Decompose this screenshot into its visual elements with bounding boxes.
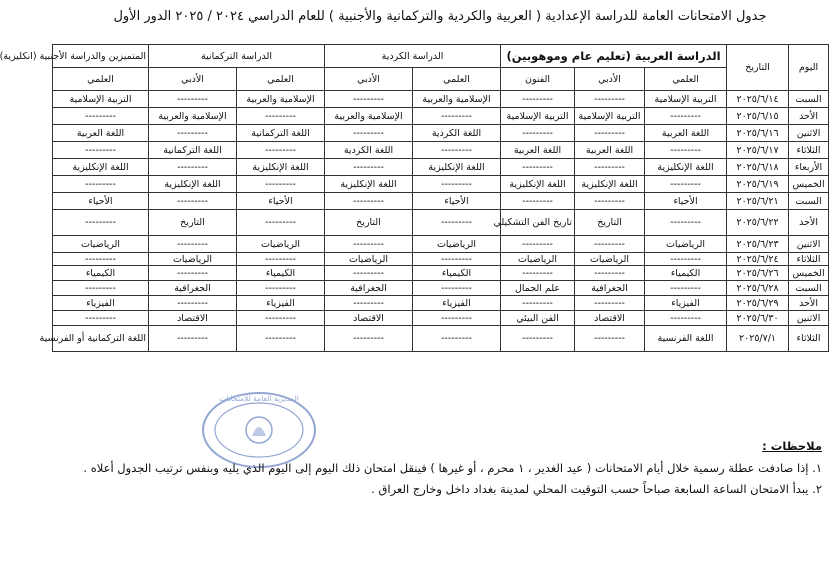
kurdish-literary-cell: --------- xyxy=(325,159,413,176)
arabic-arts-cell: --------- xyxy=(501,159,575,176)
day-cell: الاثنين xyxy=(789,125,829,142)
arabic-scientific-cell: --------- xyxy=(645,281,727,296)
kurdish-literary-cell: --------- xyxy=(325,296,413,311)
kurdish-literary-cell: التاريخ xyxy=(325,210,413,236)
date-cell: ٢٠٢٥/٦/٢٦ xyxy=(727,266,789,281)
kurdish-literary-cell: --------- xyxy=(325,91,413,108)
arabic-scientific-header: العلمي xyxy=(645,68,727,91)
arabic-literary-cell: --------- xyxy=(575,326,645,352)
arabic-literary-cell: --------- xyxy=(575,236,645,253)
special-scientific-header: العلمي xyxy=(53,68,149,91)
table-row xyxy=(53,296,829,311)
arabic-literary-cell: الجغرافية xyxy=(575,281,645,296)
special-scientific-cell: --------- xyxy=(53,210,149,236)
day-cell: الخميس xyxy=(789,176,829,193)
turkmen-scientific-cell: الكيمياء xyxy=(237,266,325,281)
kurdish-literary-cell: --------- xyxy=(325,236,413,253)
special-scientific-cell: --------- xyxy=(53,253,149,266)
arabic-literary-cell: الاقتصاد xyxy=(575,311,645,326)
turkmen-literary-cell: --------- xyxy=(149,326,237,352)
special-scientific-cell: اللغة التركمانية أو الفرنسية xyxy=(53,326,149,352)
turkmen-literary-cell: التاريخ xyxy=(149,210,237,236)
turkmen-scientific-cell: الأحياء xyxy=(237,193,325,210)
day-cell: الاثنين xyxy=(789,311,829,326)
kurdish-scientific-cell: --------- xyxy=(413,326,501,352)
table-row xyxy=(53,326,829,352)
day-cell: السبت xyxy=(789,281,829,296)
turkmen-literary-cell: الجغرافية xyxy=(149,281,237,296)
arabic-scientific-cell: --------- xyxy=(645,311,727,326)
table-row xyxy=(53,176,829,193)
kurdish-literary-cell: الإسلامية والعربية xyxy=(325,108,413,125)
kurdish-literary-cell: الرياضيات xyxy=(325,253,413,266)
turkmen-scientific-cell: --------- xyxy=(237,108,325,125)
special-scientific-cell: --------- xyxy=(53,176,149,193)
turkmen-literary-cell: --------- xyxy=(149,193,237,210)
special-scientific-cell: الأحياء xyxy=(53,193,149,210)
day-cell: الأحد xyxy=(789,296,829,311)
notes-section xyxy=(64,436,822,500)
arabic-arts-cell: تاريخ الفن التشكيلي xyxy=(501,210,575,236)
date-cell: ٢٠٢٥/٦/٢٣ xyxy=(727,236,789,253)
arabic-arts-cell: --------- xyxy=(501,193,575,210)
day-cell: الأحد xyxy=(789,108,829,125)
kurdish-literary-header: الأدبي xyxy=(325,68,413,91)
table-row xyxy=(53,91,829,108)
date-cell: ٢٠٢٥/٦/٢١ xyxy=(727,193,789,210)
arabic-arts-cell: --------- xyxy=(501,296,575,311)
arabic-scientific-cell: --------- xyxy=(645,108,727,125)
table-row xyxy=(53,210,829,236)
table-row xyxy=(53,142,829,159)
date-cell: ٢٠٢٥/٦/١٥ xyxy=(727,108,789,125)
arabic-scientific-cell: --------- xyxy=(645,176,727,193)
date-cell: ٢٠٢٥/٦/٢٩ xyxy=(727,296,789,311)
kurdish-scientific-cell: الرياضيات xyxy=(413,236,501,253)
arabic-literary-cell: --------- xyxy=(575,193,645,210)
arabic-scientific-cell: --------- xyxy=(645,253,727,266)
arabic-scientific-cell: --------- xyxy=(645,210,727,236)
page-title: جدول الامتحانات العامة للدراسة الإعدادية ( العربية والكردية والتركمانية والأجنبية ) للعام الدراسي ٢٠٢٤ / ٢٠٢٥ الدور الأول xyxy=(113,9,767,24)
schedule-body xyxy=(39,91,829,352)
turkmen-literary-cell: الرياضيات xyxy=(149,253,237,266)
kurdish-scientific-cell: --------- xyxy=(413,253,501,266)
kurdish-literary-cell: --------- xyxy=(325,125,413,142)
table-row xyxy=(53,125,829,142)
turkmen-scientific-cell: --------- xyxy=(237,210,325,236)
arabic-scientific-cell: الكيمياء xyxy=(645,266,727,281)
arabic-arts-cell: الرياضيات xyxy=(501,253,575,266)
turkmen-literary-cell: الاقتصاد xyxy=(149,311,237,326)
arabic-arts-cell: اللغة الإنكليزية xyxy=(501,176,575,193)
day-cell: الأحد xyxy=(789,210,829,236)
kurdish-literary-cell: الاقتصاد xyxy=(325,311,413,326)
kurdish-scientific-cell: الكيمياء xyxy=(413,266,501,281)
kurdish-literary-cell: --------- xyxy=(325,266,413,281)
date-cell: ٢٠٢٥/٦/١٦ xyxy=(727,125,789,142)
kurdish-literary-cell: --------- xyxy=(325,326,413,352)
turkmen-scientific-cell: اللغة الإنكليزية xyxy=(237,159,325,176)
special-scientific-cell: --------- xyxy=(53,311,149,326)
notes-title: ملاحظات : xyxy=(762,439,822,453)
turkmen-literary-cell: --------- xyxy=(149,125,237,142)
note-item: ٢. يبدأ الامتحان الساعة السابعة صباحاً حسب التوقيت المحلي لمدينة بغداد داخل وخارج العراق . xyxy=(371,482,822,496)
day-cell: السبت xyxy=(789,91,829,108)
kurdish-scientific-cell: --------- xyxy=(413,108,501,125)
turkmen-scientific-cell: --------- xyxy=(237,326,325,352)
date-cell: ٢٠٢٥/٧/١ xyxy=(727,326,789,352)
turkmen-literary-cell: --------- xyxy=(149,266,237,281)
table-row xyxy=(53,311,829,326)
turkmen-literary-cell: اللغة التركمانية xyxy=(149,142,237,159)
day-header: اليوم xyxy=(789,45,829,91)
turkmen-literary-cell: --------- xyxy=(149,91,237,108)
arabic-literary-cell: اللغة العربية xyxy=(575,142,645,159)
arabic-literary-cell: التربية الإسلامية xyxy=(575,108,645,125)
turkmen-literary-header: الأدبي xyxy=(149,68,237,91)
arabic-arts-header: الفنون xyxy=(501,68,575,91)
day-cell: الأربعاء xyxy=(789,159,829,176)
day-cell: الثلاثاء xyxy=(789,253,829,266)
arabic-scientific-cell: الرياضيات xyxy=(645,236,727,253)
arabic-scientific-cell: اللغة العربية xyxy=(645,125,727,142)
date-cell: ٢٠٢٥/٦/١٧ xyxy=(727,142,789,159)
turkmen-scientific-cell: --------- xyxy=(237,281,325,296)
arabic-literary-cell: الرياضيات xyxy=(575,253,645,266)
date-cell: ٢٠٢٥/٦/٢٢ xyxy=(727,210,789,236)
arabic-arts-cell: --------- xyxy=(501,266,575,281)
kurdish-scientific-cell: الأحياء xyxy=(413,193,501,210)
special-scientific-cell: التربية الإسلامية xyxy=(53,91,149,108)
kurdish-scientific-cell: --------- xyxy=(413,281,501,296)
arabic-arts-cell: --------- xyxy=(501,326,575,352)
kurdish-scientific-header: العلمي xyxy=(413,68,501,91)
kurdish-scientific-cell: الإسلامية والعربية xyxy=(413,91,501,108)
arabic-literary-cell: --------- xyxy=(575,159,645,176)
arabic-scientific-cell: التربية الإسلامية xyxy=(645,91,727,108)
special-scientific-cell: --------- xyxy=(53,281,149,296)
kurdish-scientific-cell: اللغة الكردية xyxy=(413,125,501,142)
kurdish-scientific-cell: --------- xyxy=(413,176,501,193)
arabic-arts-cell: --------- xyxy=(501,125,575,142)
turkmen-literary-cell: اللغة الإنكليزية xyxy=(149,176,237,193)
kurdish-literary-cell: اللغة الإنكليزية xyxy=(325,176,413,193)
turkmen-scientific-cell: الرياضيات xyxy=(237,236,325,253)
table-row xyxy=(53,159,829,176)
arabic-scientific-cell: الفيزياء xyxy=(645,296,727,311)
turkmen-scientific-cell: --------- xyxy=(237,311,325,326)
day-cell: الثلاثاء xyxy=(789,142,829,159)
kurdish-literary-cell: اللغة الكردية xyxy=(325,142,413,159)
arabic-arts-cell: الفن البيئي xyxy=(501,311,575,326)
arabic-literary-cell: --------- xyxy=(575,296,645,311)
turkmen-scientific-cell: --------- xyxy=(237,142,325,159)
special-scientific-cell: الكيمياء xyxy=(53,266,149,281)
arabic-literary-cell: التاريخ xyxy=(575,210,645,236)
header-row-sub xyxy=(53,68,829,91)
arabic-literary-cell: --------- xyxy=(575,266,645,281)
special-scientific-cell: --------- xyxy=(53,142,149,159)
turkmen-scientific-cell: الإسلامية والعربية xyxy=(237,91,325,108)
arabic-literary-cell: اللغة الإنكليزية xyxy=(575,176,645,193)
date-cell: ٢٠٢٥/٦/٢٨ xyxy=(727,281,789,296)
date-cell: ٢٠٢٥/٦/٢٤ xyxy=(727,253,789,266)
arabic-scientific-cell: الأحياء xyxy=(645,193,727,210)
arabic-scientific-cell: --------- xyxy=(645,142,727,159)
date-cell: ٢٠٢٥/٦/١٩ xyxy=(727,176,789,193)
day-cell: الخميس xyxy=(789,266,829,281)
stamp-text: المديرية العامة للامتحانات xyxy=(219,394,299,403)
table-row xyxy=(53,253,829,266)
kurdish-literary-cell: الجغرافية xyxy=(325,281,413,296)
day-cell: الثلاثاء xyxy=(789,326,829,352)
arabic-scientific-cell: اللغة الإنكليزية xyxy=(645,159,727,176)
special-scientific-cell: اللغة الإنكليزية xyxy=(53,159,149,176)
turkmen-scientific-cell: اللغة التركمانية xyxy=(237,125,325,142)
arabic-arts-cell: --------- xyxy=(501,91,575,108)
arabic-literary-header: الأدبي xyxy=(575,68,645,91)
date-cell: ٢٠٢٥/٦/١٨ xyxy=(727,159,789,176)
table-row xyxy=(53,193,829,210)
turkmen-scientific-cell: --------- xyxy=(237,176,325,193)
kurdish-scientific-cell: --------- xyxy=(413,311,501,326)
arabic-arts-cell: التربية الإسلامية xyxy=(501,108,575,125)
arabic-scientific-cell: اللغة الفرنسية xyxy=(645,326,727,352)
special-study-header: المتميزين والدراسة الأجنبية (انكليزية) xyxy=(53,45,149,68)
arabic-literary-cell: --------- xyxy=(575,91,645,108)
special-scientific-cell: الفيزياء xyxy=(53,296,149,311)
table-row xyxy=(53,266,829,281)
kurdish-scientific-cell: الفيزياء xyxy=(413,296,501,311)
turkmen-literary-cell: الإسلامية والعربية xyxy=(149,108,237,125)
arabic-arts-cell: علم الجمال xyxy=(501,281,575,296)
arabic-literary-cell: --------- xyxy=(575,125,645,142)
turkmen-literary-cell: --------- xyxy=(149,159,237,176)
kurdish-scientific-cell: --------- xyxy=(413,142,501,159)
day-cell: السبت xyxy=(789,193,829,210)
special-scientific-cell: --------- xyxy=(53,108,149,125)
table-row xyxy=(53,108,829,125)
special-scientific-cell: الرياضيات xyxy=(53,236,149,253)
date-cell: ٢٠٢٥/٦/٣٠ xyxy=(727,311,789,326)
turkmen-scientific-cell: --------- xyxy=(237,253,325,266)
kurdish-study-header: الدراسة الكردية xyxy=(325,45,501,68)
arabic-arts-cell: --------- xyxy=(501,236,575,253)
date-cell: ٢٠٢٥/٦/١٤ xyxy=(727,91,789,108)
arabic-arts-cell: اللغة العربية xyxy=(501,142,575,159)
special-scientific-cell: اللغة العربية xyxy=(53,125,149,142)
table-row xyxy=(53,236,829,253)
date-header: التاريخ xyxy=(727,45,789,91)
exam-schedule-table xyxy=(0,44,829,352)
table-row xyxy=(53,281,829,296)
day-cell: الاثنين xyxy=(789,236,829,253)
turkmen-scientific-cell: الفيزياء xyxy=(237,296,325,311)
kurdish-literary-cell: --------- xyxy=(325,193,413,210)
turkmen-literary-cell: --------- xyxy=(149,236,237,253)
turkmen-scientific-header: العلمي xyxy=(237,68,325,91)
kurdish-scientific-cell: اللغة الإنكليزية xyxy=(413,159,501,176)
turkmen-study-header: الدراسة التركمانية xyxy=(149,45,325,68)
arabic-study-header: الدراسة العربية (تعليم عام وموهوبين) xyxy=(501,45,727,68)
kurdish-scientific-cell: --------- xyxy=(413,210,501,236)
note-item: ١. إذا صادفت عطلة رسمية خلال أيام الامتحانات ( عيد الغدير ، ١ محرم ، أو غيرها ) فينقل امتحان ذلك اليوم إلى اليوم الذي يليه وبنفس ترتيب الجدول أعلاه . xyxy=(83,461,822,475)
turkmen-literary-cell: --------- xyxy=(149,296,237,311)
header-row-main xyxy=(53,45,829,68)
